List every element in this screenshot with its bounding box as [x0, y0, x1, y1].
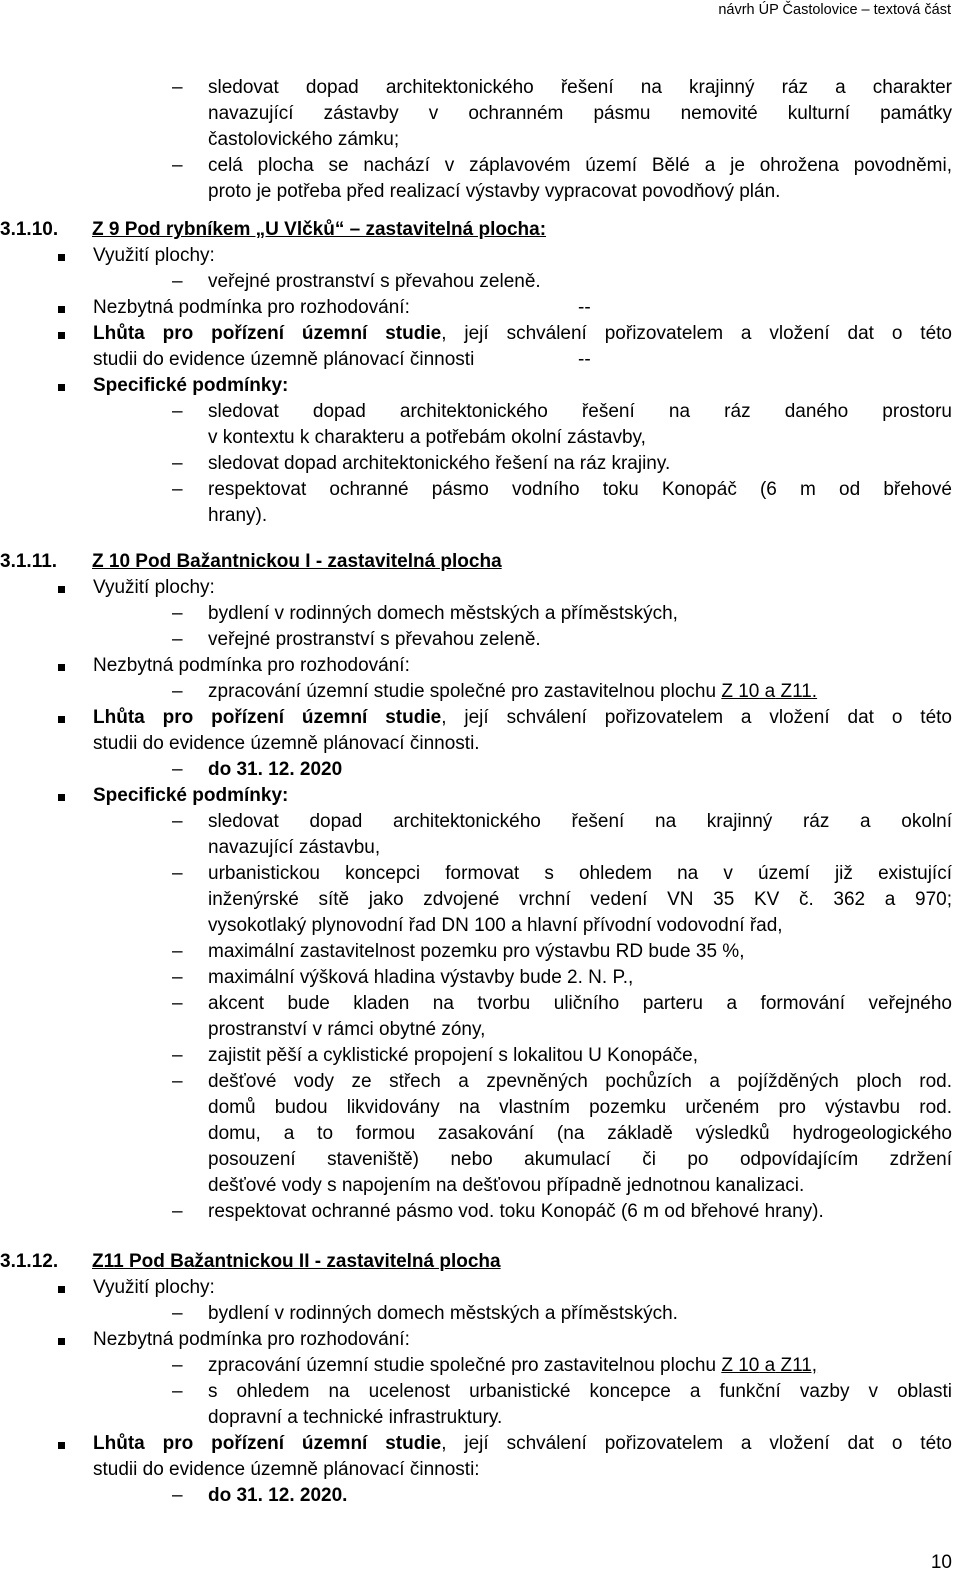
- bullet-square-icon: [58, 1286, 65, 1293]
- list-item-continuation: proto je potřeba před realizací výstavby vypracovat povodňový plán.: [208, 181, 781, 202]
- dash-marker: –: [172, 453, 183, 474]
- list-item: maximální výšková hladina výstavby bude 2. N. P.,: [208, 967, 634, 988]
- list-item-continuation: inženýrské sítě jako zdvojené vrchní vedení VN 35 KV č. 362 a 970;: [208, 889, 952, 910]
- bullet-square-icon: [58, 384, 65, 391]
- dash-marker: –: [172, 603, 183, 624]
- list-item: bydlení v rodinných domech městských a příměstských.: [208, 1303, 678, 1324]
- dash-marker: –: [172, 759, 183, 780]
- section-number: 3.1.11.: [0, 551, 58, 572]
- dash-marker: –: [172, 401, 183, 422]
- page-number: 10: [930, 1552, 952, 1573]
- document-body: [0, 75, 960, 1509]
- page-header: návrh ÚP Častolovice – textová část: [718, 2, 951, 18]
- list-item: veřejné prostranství s převahou zeleně.: [208, 629, 541, 650]
- bullet-square-icon: [58, 306, 65, 313]
- bullet-square-icon: [58, 332, 65, 339]
- dash-marker: –: [172, 271, 183, 292]
- dash-marker: –: [172, 479, 183, 500]
- dash-marker: –: [172, 1381, 183, 1402]
- list-item-continuation: v kontextu k charakteru a potřebám okolní zástavby,: [208, 427, 646, 448]
- list-item: zpracování územní studie společné pro zastavitelnou plochu Z 10 a Z11,: [208, 1355, 818, 1376]
- bullet-label: Využití plochy:: [93, 577, 215, 598]
- dash-marker: –: [172, 1303, 183, 1324]
- bullet-continuation: studii do evidence územně plánovací činnosti: [93, 349, 475, 370]
- section-number: 3.1.12.: [0, 1251, 59, 1272]
- dash-marker: –: [172, 811, 183, 832]
- list-item: bydlení v rodinných domech městských a příměstských,: [208, 603, 678, 624]
- list-item: dešťové vody ze střech a zpevněných pochůzích a pojížděných ploch rod.: [208, 1071, 952, 1092]
- list-item: akcent bude kladen na tvorbu uličního parteru a formování veřejného: [208, 993, 952, 1014]
- dash-marker: –: [172, 155, 183, 176]
- bullet-text: Lhůta pro pořízení územní studie, její schválení pořizovatelem a vložení dat o této: [93, 1433, 952, 1454]
- dash-marker: –: [172, 863, 183, 884]
- bullet-label: Nezbytná podmínka pro rozhodování:: [93, 297, 410, 318]
- section-title: Z11 Pod Bažantnickou II - zastavitelná plocha: [92, 1251, 501, 1272]
- bullet-continuation: studii do evidence územně plánovací činnosti.: [93, 733, 480, 754]
- list-item-continuation: posouzení staveniště) nebo akumulací či po odpovídajícím zdržení: [208, 1149, 952, 1170]
- bullet-label: Specifické podmínky:: [93, 785, 289, 806]
- dash-marker: –: [172, 941, 183, 962]
- dash-marker: –: [172, 1045, 183, 1066]
- bullet-text: Lhůta pro pořízení územní studie, její schválení pořizovatelem a vložení dat o této: [93, 707, 952, 728]
- section-heading-3-1-12: [0, 1249, 960, 1275]
- list-item: celá plocha se nachází v záplavovém území Bělé a je ohrožena povodněmi,: [208, 155, 952, 176]
- list-item-continuation: dešťové vody s napojením na dešťovou případně jednotnou kanalizaci.: [208, 1175, 805, 1196]
- list-item-continuation: častolovického zámku;: [208, 129, 400, 150]
- list-item-continuation: domů budou likvidovány na vlastním pozemku určeném pro výstavbu rod.: [208, 1097, 952, 1118]
- bullet-label: Využití plochy:: [93, 1277, 215, 1298]
- section-heading-3-1-10: [0, 217, 960, 243]
- section-number: 3.1.10.: [0, 219, 59, 240]
- bullet-label: Nezbytná podmínka pro rozhodování:: [93, 1329, 410, 1350]
- bullet-continuation: studii do evidence územně plánovací činnosti:: [93, 1459, 480, 1480]
- dash-marker: –: [172, 1071, 183, 1092]
- list-item: respektovat ochranné pásmo vod. toku Konopáč (6 m od břehové hrany).: [208, 1201, 824, 1222]
- list-item: sledovat dopad architektonického řešení na ráz daného prostoru: [208, 401, 952, 422]
- dash-marker: –: [172, 77, 183, 98]
- dash-marker: –: [172, 1485, 183, 1506]
- list-item: zajistit pěší a cyklistické propojení s lokalitou U Konopáče,: [208, 1045, 699, 1066]
- list-item-continuation: prostranství v rámci obytné zóny,: [208, 1019, 486, 1040]
- bullet-value: --: [578, 349, 591, 370]
- list-item: s ohledem na ucelenost urbanistické koncepce a funkční vazby v oblasti: [208, 1381, 952, 1402]
- bullet-square-icon: [58, 586, 65, 593]
- bullet-square-icon: [58, 1338, 65, 1345]
- list-item: sledovat dopad architektonického řešení na krajinný ráz a charakter: [208, 77, 952, 98]
- dash-marker: –: [172, 967, 183, 988]
- bullet-label: Využití plochy:: [93, 245, 215, 266]
- dash-marker: –: [172, 1355, 183, 1376]
- dash-marker: –: [172, 993, 183, 1014]
- list-item: sledovat dopad architektonického řešení na krajinný ráz a okolní: [208, 811, 952, 832]
- bullet-square-icon: [58, 794, 65, 801]
- bullet-text: Lhůta pro pořízení územní studie, její schválení pořizovatelem a vložení dat o této: [93, 323, 952, 344]
- list-item: urbanistickou koncepci formovat s ohledem na v území již existující: [208, 863, 952, 884]
- list-item: zpracování územní studie společné pro zastavitelnou plochu Z 10 a Z11.: [208, 681, 818, 702]
- bullet-value: --: [578, 297, 591, 318]
- dash-marker: –: [172, 681, 183, 702]
- bullet-square-icon: [58, 1442, 65, 1449]
- section-title: Z 9 Pod rybníkem „U Vlčků“ – zastavitelná plocha:: [92, 219, 547, 240]
- bullet-label: Specifické podmínky:: [93, 375, 289, 396]
- list-item-continuation: dopravní a technické infrastruktury.: [208, 1407, 503, 1428]
- list-item-continuation: navazující zástavby v ochranném pásmu nemovité kulturní památky: [208, 103, 952, 124]
- deadline-date: do 31. 12. 2020.: [208, 1485, 348, 1506]
- list-item-continuation: vysokotlaký plynovodní řad DN 100 a hlavní přívodní vodovodní řad,: [208, 915, 783, 936]
- list-item: veřejné prostranství s převahou zeleně.: [208, 271, 541, 292]
- deadline-date: do 31. 12. 2020: [208, 759, 343, 780]
- list-item: sledovat dopad architektonického řešení na ráz krajiny.: [208, 453, 671, 474]
- dash-marker: –: [172, 1201, 183, 1222]
- bullet-label: Nezbytná podmínka pro rozhodování:: [93, 655, 410, 676]
- list-item: maximální zastavitelnost pozemku pro výstavbu RD bude 35 %,: [208, 941, 745, 962]
- list-item-continuation: hrany).: [208, 505, 268, 526]
- list-item-continuation: domu, a to formou zasakování (na základě výsledků hydrogeologického: [208, 1123, 952, 1144]
- bullet-square-icon: [58, 716, 65, 723]
- section-title: Z 10 Pod Bažantnickou I - zastavitelná plocha: [92, 551, 502, 572]
- list-item: respektovat ochranné pásmo vodního toku Konopáč (6 m od břehové: [208, 479, 952, 500]
- section-heading-3-1-11: [0, 549, 960, 575]
- dash-marker: –: [172, 629, 183, 650]
- bullet-square-icon: [58, 254, 65, 261]
- list-item-continuation: navazující zástavbu,: [208, 837, 381, 858]
- bullet-square-icon: [58, 664, 65, 671]
